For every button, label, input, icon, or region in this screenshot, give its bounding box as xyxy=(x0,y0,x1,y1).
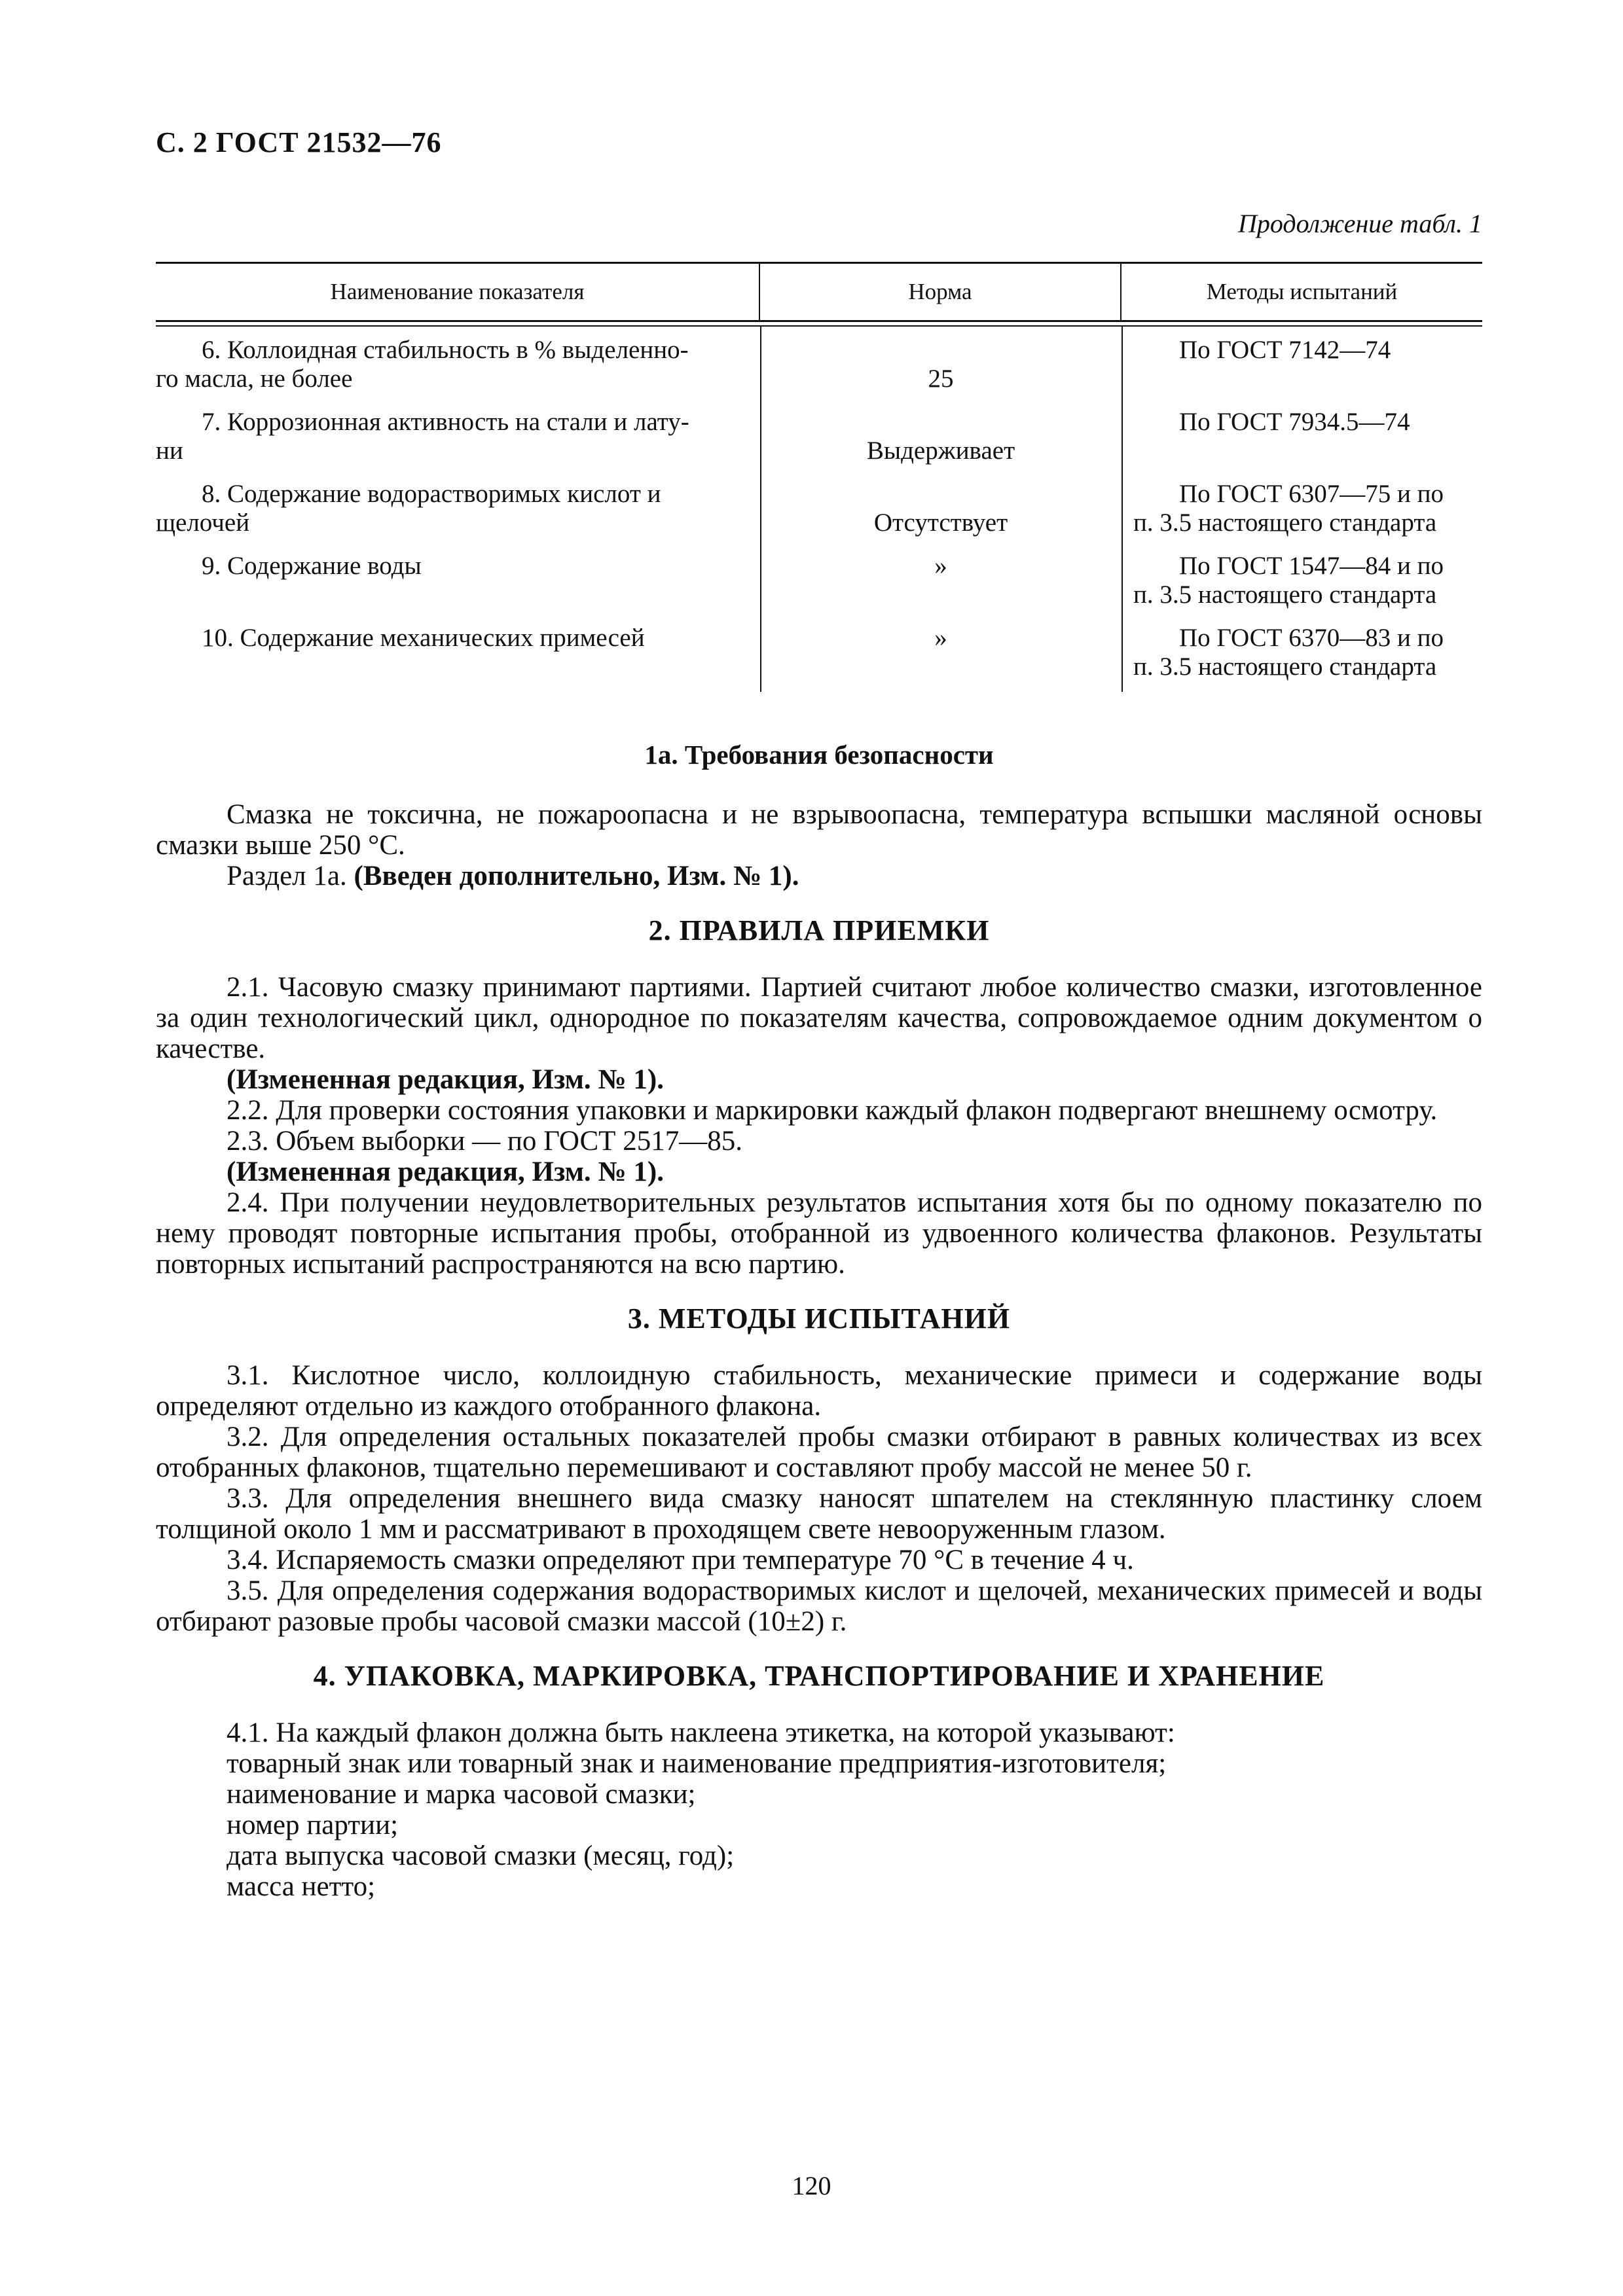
row-method: По ГОСТ 6307—75 и по п. 3.5 настоящего стандарта xyxy=(1133,480,1444,537)
table-row xyxy=(156,624,1482,681)
paragraph-3-5: 3.5. Для определения содержания водорастворимых кислот и щелочей, механических примесей и воды отбирают разовые пробы часовой смазки массой (10±2) г. xyxy=(156,1575,1482,1637)
amendment-note: (Измененная редакция, Изм. № 1). xyxy=(227,1157,664,1187)
row-norm: » xyxy=(934,552,947,580)
table-row xyxy=(156,336,1482,393)
row-name: 6. Коллоидная стабильность в % выделенно- го масла, не более xyxy=(156,336,689,393)
table-header xyxy=(156,262,1482,322)
section-1a-title: 1а. Требования безопасности xyxy=(644,740,994,770)
section-1a-note: Раздел 1а. (Введен дополнительно, Изм. № 1). xyxy=(227,861,799,891)
table-continuation-label: Продолжение табл. 1 xyxy=(1237,209,1482,238)
table-row xyxy=(156,552,1482,609)
row-norm: Выдерживает xyxy=(866,437,1015,465)
table-row xyxy=(156,408,1482,465)
column-header-name: Наименование показателя xyxy=(156,264,760,320)
label-item: номер партии; xyxy=(227,1810,399,1840)
paragraph-4-1: 4.1. На каждый флакон должна быть наклеена этикетка, на которой указывают: xyxy=(227,1717,1175,1748)
amendment-note: (Измененная редакция, Изм. № 1). xyxy=(227,1064,664,1095)
paragraph-2-2: 2.2. Для проверки состояния упаковки и маркировки каждый флакон подвергают внешнему осмотру. xyxy=(227,1095,1438,1126)
row-norm: 25 xyxy=(928,365,954,393)
page-header: С. 2 ГОСТ 21532—76 xyxy=(156,126,442,158)
section-1a-text: Смазка не токсична, не пожароопасна и не взрывоопасна, температура вспышки масляной основы смазки выше 250 °С. xyxy=(156,799,1482,861)
row-norm: » xyxy=(934,624,947,652)
section-2-title: 2. ПРАВИЛА ПРИЕМКИ xyxy=(648,914,990,946)
label-item: товарный знак или товарный знак и наименование предприятия-изготовителя; xyxy=(227,1748,1167,1779)
table-row xyxy=(156,480,1482,537)
row-name: 10. Содержание механических примесей xyxy=(202,624,645,652)
label-item: дата выпуска часовой смазки (месяц, год); xyxy=(227,1840,735,1871)
column-header-norm: Норма xyxy=(760,264,1122,320)
label-item: масса нетто; xyxy=(227,1871,376,1902)
column-header-methods: Методы испытаний xyxy=(1206,279,1398,304)
paragraph-2-1: 2.1. Часовую смазку принимают партиями. Партией считают любое количество смазки, изготовленное за один технологический цикл, однородное по показателям качества, сопровождаемое одним документом о качестве. xyxy=(156,972,1482,1064)
section-4-title: 4. УПАКОВКА, МАРКИРОВКА, ТРАНСПОРТИРОВАНИЕ И ХРАНЕНИЕ xyxy=(313,1660,1325,1692)
row-name: 9. Содержание воды xyxy=(202,552,422,580)
row-norm: Отсутствует xyxy=(873,509,1008,537)
paragraph-3-1: 3.1. Кислотное число, коллоидную стабильность, механические примеси и содержание воды определяют отдельно из каждого отобранного флакона. xyxy=(156,1360,1482,1422)
row-method: По ГОСТ 7934.5—74 xyxy=(1179,408,1410,436)
page-number: 120 xyxy=(792,2171,831,2200)
paragraph-2-4: 2.4. При получении неудовлетворительных результатов испытания хотя бы по одному показателю по нему проводят повторные испытания пробы, отобранной из удвоенного количества флаконов. Результаты повторных испытаний распространяются на всю партию. xyxy=(156,1187,1482,1280)
row-method: По ГОСТ 7142—74 xyxy=(1179,336,1391,364)
row-name: 8. Содержание водорастворимых кислот и щелочей xyxy=(156,480,661,537)
section-3-title: 3. МЕТОДЫ ИСПЫТАНИЙ xyxy=(627,1302,1011,1335)
paragraph-3-2: 3.2. Для определения остальных показателей пробы смазки отбирают в равных количествах из всех отобранных флаконов, тщательно перемешивают и составляют пробу массой не менее 50 г. xyxy=(156,1422,1482,1483)
document-body xyxy=(156,740,1482,1902)
row-method: По ГОСТ 1547—84 и по п. 3.5 настоящего стандарта xyxy=(1133,552,1444,609)
indicators-table xyxy=(156,262,1482,692)
table-body xyxy=(156,325,1482,692)
paragraph-3-4: 3.4. Испаряемость смазки определяют при температуре 70 °С в течение 4 ч. xyxy=(227,1545,1134,1575)
label-item: наименование и марка часовой смазки; xyxy=(227,1779,696,1810)
row-name: 7. Коррозионная активность на стали и лату- ни xyxy=(156,408,689,465)
row-method: По ГОСТ 6370—83 и по п. 3.5 настоящего стандарта xyxy=(1133,624,1444,681)
paragraph-3-3: 3.3. Для определения внешнего вида смазку наносят шпателем на стеклянную пластинку слоем толщиной около 1 мм и рассматривают в проходящем свете невооруженным глазом. xyxy=(156,1483,1482,1545)
paragraph-2-3: 2.3. Объем выборки — по ГОСТ 2517—85. xyxy=(227,1126,742,1157)
